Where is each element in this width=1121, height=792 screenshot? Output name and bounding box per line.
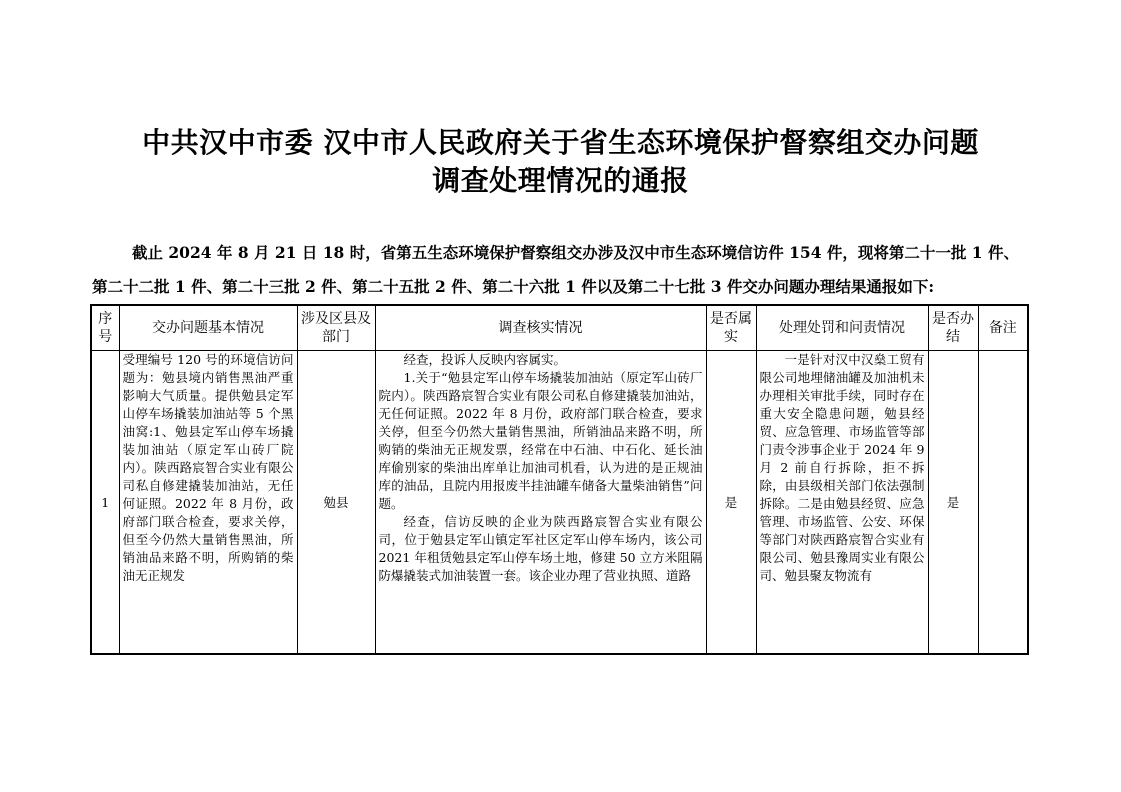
document-title-line-2: 调查处理情况的通报 bbox=[432, 164, 689, 197]
cell-basic-info: 受理编号 120 号的环境信访问题为：勉县境内销售黑油严重影响大气质量。提供勉县定军山停车场撬装加油站等 5 个黑油窝:1、勉县定军山停车场撬装加油站（原定军山砖厂院内）。陕西路宸智合实业有限公司私自修建撬装加油站，无任何证照。2022 年 8 月份，政府部门联合检查，要求关停，但至今仍然大量销售黑油，所销油品来路不明，所购销的柴油无正规发 bbox=[122, 352, 294, 583]
header-closed: 是否办结 bbox=[928, 305, 978, 351]
handling-paragraph: 一是针对汉中汉燊工贸有限公司地埋储油罐及加油机未办理相关审批手续，同时存在重大安全隐患问题，勉县经贸、应急管理、市场监管等部门责令涉事企业于 2024 年 9 月 2 前自行拆除，拒不拆除，由县级相关部门依法强制拆除。二是由勉县经贸、应急管理、市场监管、公安、环保等部门对陕西路宸智合实业有限公司、勉县豫周实业有限公司、勉县聚友物流有 bbox=[759, 352, 925, 583]
cell-verified: 是 bbox=[706, 351, 756, 655]
cell-investigation bbox=[376, 351, 706, 653]
intro-paragraph-line-2: 第二十二批 1 件、第二十三批 2 件、第二十五批 2 件、第二十六批 1 件以及第二十七批 3 件交办问题办理结果通报如下: bbox=[92, 277, 935, 296]
header-index: 序号 bbox=[91, 305, 119, 351]
intro-paragraph-line-1: 截止 2024 年 8 月 21 日 18 时，省第五生态环境保护督察组交办涉及汉中市生态环境信访件 154 件，现将第二十一批 1 件、 bbox=[132, 243, 1019, 262]
header-investigation: 调查核实情况 bbox=[375, 305, 706, 351]
header-verified: 是否属实 bbox=[706, 305, 756, 351]
cell-remarks bbox=[978, 351, 1028, 655]
header-district: 涉及区县及部门 bbox=[297, 305, 375, 351]
investigation-paragraph: 1.关于“勉县定军山停车场撬装加油站（原定军山砖厂院内）。陕西路宸智合实业有限公司私自修建撬装加油站，无任何证照。2022 年 8 月份，政府部门联合检查，要求关停，但至今仍然大量销售黑油，所销油品来路不明，所购销的柴油无正规发票，经常在中石油、中石化、延长油库偷别家的柴油出库单让加油司机看，认为进的是正规油库的油品，且院内用报废半挂油罐车储备大量柴油销售”问题。 bbox=[378, 370, 703, 511]
cell-index: 1 bbox=[91, 351, 119, 655]
header-handling: 处理处罚和问责情况 bbox=[756, 305, 928, 351]
cell-investigation-wrapper bbox=[375, 351, 706, 655]
cell-closed: 是 bbox=[928, 351, 978, 655]
header-remarks: 备注 bbox=[978, 305, 1028, 351]
investigation-paragraph: 经查，投诉人反映内容属实。 bbox=[403, 352, 567, 367]
cell-handling-wrapper bbox=[756, 351, 928, 655]
cell-basic-info-wrapper bbox=[119, 351, 297, 655]
cell-district: 勉县 bbox=[297, 351, 375, 655]
report-table bbox=[90, 304, 1029, 655]
table-header-row bbox=[91, 305, 1028, 351]
investigation-paragraph: 经查，信访反映的企业为陕西路宸智合实业有限公司，位于勉县定军山镇定军社区定军山停车场内，该公司 2021 年租赁勉县定军山停车场土地，修建 50 立方米阻隔防爆撬装式加油装置一套。该企业办理了营业执照、道路 bbox=[378, 514, 703, 583]
header-basic-info: 交办问题基本情况 bbox=[119, 305, 297, 351]
document-title-line-1: 中共汉中市委 汉中市人民政府关于省生态环境保护督察组交办问题 bbox=[142, 126, 979, 159]
cell-handling bbox=[757, 351, 928, 653]
table-row bbox=[91, 351, 1028, 655]
